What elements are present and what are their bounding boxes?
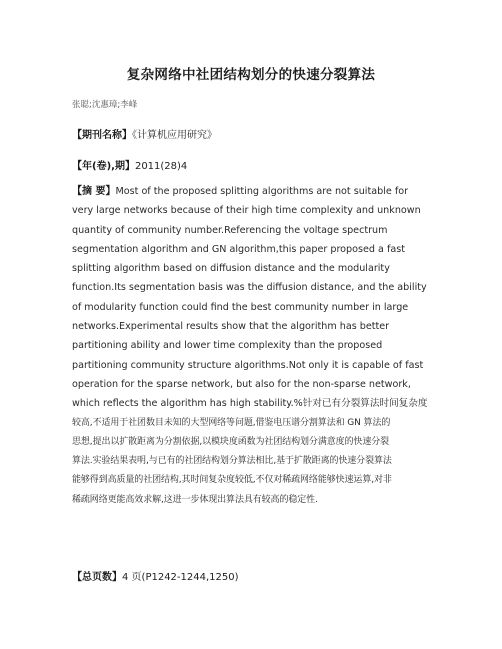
abstract bbox=[72, 182, 434, 510]
abstract-line: operation for the sparse network, but also for the non-sparse network, bbox=[72, 378, 411, 390]
abstract-line: segmentation algorithm and GN algorithm,this paper proposed a fast bbox=[72, 243, 405, 255]
page-count-label: 【总页数】 bbox=[72, 572, 122, 583]
authors: 张聪;沈惠璋;李峰 bbox=[72, 100, 138, 110]
abstract-label: 【摘 要】 bbox=[72, 186, 116, 197]
journal-value: 《计算机应用研究》 bbox=[132, 130, 217, 141]
journal-field bbox=[72, 126, 217, 141]
page-count-value: 4 页(P1242-1244,1250) bbox=[122, 572, 239, 583]
abstract-line: 稀疏网络更能高效求解,这进一步体现出算法具有较高的稳定性. bbox=[72, 494, 318, 505]
abstract-line: very large networks because of their high time complexity and unknown bbox=[72, 205, 421, 217]
page-count-field bbox=[72, 568, 239, 583]
abstract-line: quantity of community number.Referencing the voltage spectrum bbox=[72, 224, 388, 236]
abstract-line: partitioning community structure algorithms.Not only it is capable of fast bbox=[72, 359, 424, 371]
abstract-line: networks.Experimental results show that the algorithm has better bbox=[72, 321, 390, 333]
year-issue-field bbox=[72, 157, 187, 172]
abstract-line bbox=[72, 182, 434, 201]
abstract-line: function.Its segmentation basis was the diffusion distance, and the ability bbox=[72, 282, 427, 294]
abstract-line: splitting algorithm based on diffusion distance and the modularity bbox=[72, 263, 390, 275]
abstract-line: 算法.实验结果表明,与已有的社团结构划分算法相比,基于扩散距离的快速分裂算法 bbox=[72, 456, 392, 467]
abstract-line: 能够得到高质量的社团结构,其时间复杂度较低,不仅对稀疏网络能够快速运算,对非 bbox=[72, 475, 392, 486]
abstract-line: 较高,不适用于社团数目未知的大型网络等问题,借鉴电压谱分割算法和 GN 算法的 bbox=[72, 417, 391, 428]
abstract-line: of modularity function could find the best community number in large bbox=[72, 301, 409, 313]
journal-label: 【期刊名称】 bbox=[72, 130, 132, 141]
year-issue-label: 【年(卷),期】 bbox=[72, 161, 135, 172]
abstract-line: 思想,提出以扩散距离为分割依据,以模块度函数为社团结构划分满意度的快速分裂 bbox=[72, 436, 390, 447]
abstract-line: which reflects the algorithm has high stability.%针对已有分裂算法时间复杂度 bbox=[72, 398, 428, 410]
abstract-line-text: Most of the proposed splitting algorithms are not suitable for bbox=[115, 186, 409, 197]
year-issue-value: 2011(28)4 bbox=[134, 161, 188, 172]
abstract-line: partitioning ability and lower time complexity than the proposed bbox=[72, 340, 383, 352]
document-title: 复杂网络中社团结构划分的快速分裂算法 bbox=[126, 67, 376, 83]
